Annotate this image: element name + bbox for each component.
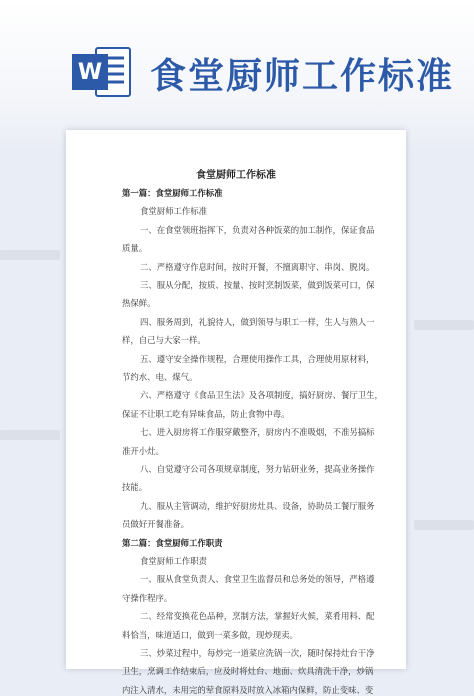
banner-title: 食堂厨师工作标准: [150, 56, 455, 97]
word-icon: [70, 44, 132, 100]
section-heading: 第一篇：食堂厨师工作标准: [122, 188, 223, 198]
watermark: [0, 250, 60, 260]
watermark: [0, 430, 60, 440]
paragraph-line: 四、服务周到，礼貌待人，做到领导与职工一样，生人与熟人一: [140, 316, 375, 327]
paragraph-line: 质量。: [122, 243, 148, 254]
paragraph-line: 节约水、电、煤气。: [122, 372, 198, 382]
paragraph-line: 内注入清水，未用完的荤食原料及时放入冰箱内保鲜，防止变味、变: [122, 684, 374, 695]
paragraph-line: 五、遵守安全操作规程，合理使用操作工具，合理使用原材料，: [140, 353, 375, 364]
document-page: [66, 130, 406, 695]
paragraph-line: 一、在食堂领班指挥下，负责对各种饭菜的加工制作，保证食品: [140, 224, 375, 235]
section-heading: 第二篇：食堂厨师工作职责: [122, 537, 223, 548]
paragraph-line: 八、自觉遵守公司各项规章制度，努力钻研业务，提高业务操作: [140, 464, 375, 474]
paragraph-line: 技能。: [122, 482, 148, 493]
paragraph-line: 九、服从主管调动，维护好厨房灶具、设备，协助员工餐厅服务: [140, 500, 375, 511]
paragraph-line: 守操作程序。: [122, 592, 173, 603]
paragraph-line: 三、炒菜过程中，每炒完一道菜应洗锅一次，随时保持灶台干净: [140, 648, 375, 658]
paragraph-line: 准开小灶。: [122, 445, 164, 456]
paragraph-line: 六、严格遵守《食品卫生法》及各项制度，搞好厨房、餐厅卫生，: [140, 390, 383, 401]
paragraph-line: 二、经常变换花色品种，烹制方法，掌握好火候，菜肴用料、配: [140, 611, 375, 622]
paragraph-line: 卫生，烹调工作结束后，应及时将灶台、地面、炊具清洗干净，炒锅: [122, 666, 374, 677]
paragraph-line: 一、服从食堂负责人、食堂卫生监督员和总务处的领导，严格遵: [140, 574, 375, 585]
paragraph-line: 三、服从分配，按质、按量、按时烹制饭菜，做到饭菜可口，保: [140, 280, 375, 290]
watermark: [414, 320, 474, 330]
watermark: [414, 520, 474, 530]
paragraph-line: 二、严格遵守作息时间，按时开餐，不擅离职守、串岗、脱岗。: [140, 261, 375, 272]
paragraph-line: 样，自己与大家一样。: [122, 335, 206, 346]
paragraph-line: 保证不让职工吃有异味食品，防止食物中毒。: [122, 408, 290, 419]
paragraph-line: 热保鲜。: [122, 298, 156, 309]
paragraph-line: 七、进入厨房将工作服穿戴整齐，厨房内不准吸烟，不准另搞标: [140, 427, 375, 438]
paragraph-line: 食堂厨师工作标准: [140, 206, 207, 217]
paragraph-line: 员做好开餐准备。: [122, 519, 189, 530]
paragraph-line: 食堂厨师工作职责: [140, 556, 207, 566]
svg-text:W: W: [77, 60, 103, 85]
paragraph-line: 料恰当，味道适口，做到一菜多做，现炒现卖。: [122, 629, 298, 640]
document-title: 食堂厨师工作标准: [196, 170, 276, 181]
